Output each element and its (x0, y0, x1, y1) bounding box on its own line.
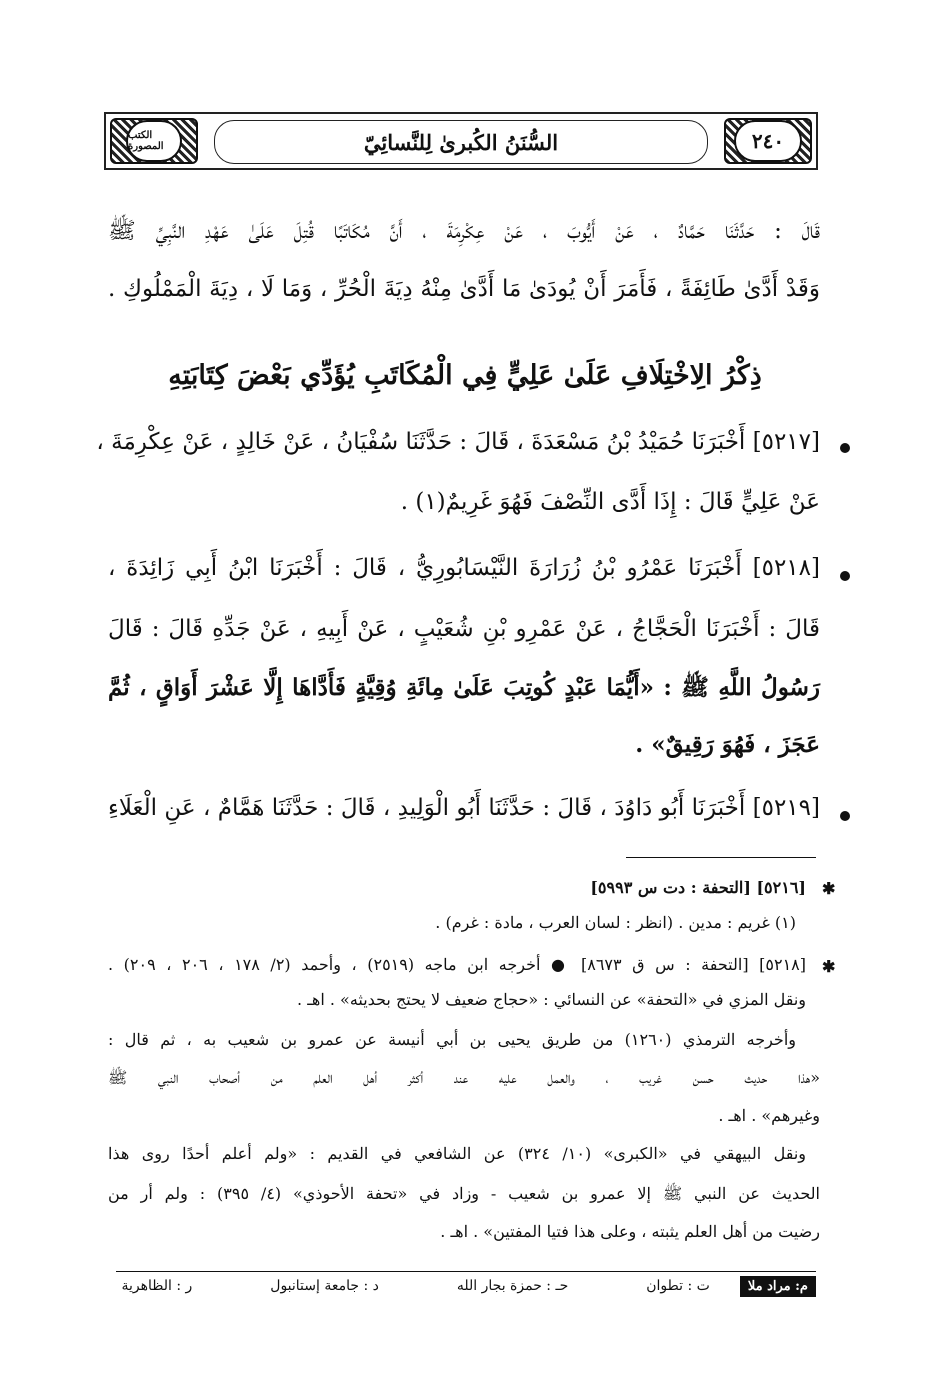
credit-d: د : جامعة إستانبول (270, 1278, 379, 1294)
footnote-line: وغيرهم» . اهـ . (718, 1106, 820, 1125)
footnote-line: وأخرجه الترمذي (١٢٦٠) من طريق يحيى بن أبي أنيسة عن عمرو بن شعيب به ، ثم قال : (108, 1030, 796, 1049)
credit-mark: م: مراد ملا (740, 1276, 816, 1297)
bullet (840, 571, 850, 581)
footnote-line: ونقل البيهقي في «الكبرى» (١٠/ ٣٢٤) عن الشافعي في القديم : «ولم أعلم أحدًا روى هذا (108, 1144, 807, 1163)
hadith-5218-line: [٥٢١٨] أَخْبَرَنَا عَمْرُو بْنُ زُرَارَةَ النَّيْسَابُورِيُّ ، قَالَ : أَخْبَرَنَا ابْنُ أَبِي زَائِدَةَ ، (108, 555, 820, 581)
footnote-5216: [٥٢١٦] [التحفة : دت س ٥٩٩٣] (590, 878, 806, 897)
body-line: قَالَ : حَدَّثَنَا حَمَّادٌ ، عَنْ أَيُّوبَ ، عَنْ عِكْرِمَةَ ، أَنَّ مُكَاتَبًا قُتِلَ عَلَىٰ عَهْدِ النَّبِيِّ ﷺ (108, 218, 820, 244)
footnote-line: «هذا حديث حسن غريب ، والعمل عليه عند أكثر أهل العلم من أصحاب النبي ﷺ (108, 1068, 820, 1087)
hadith-5218-line: رَسُولُ اللَّهِ ﷺ : «أَيُّمَا عَبْدٍ كُوتِبَ عَلَىٰ مِائَةِ وُقِيَّةٍ فَأَدَّاهَا إِلَّا عَشْرَ أَوَاقٍ ، ثُمَّ (108, 674, 820, 701)
asterisk-icon: ✱ (822, 957, 836, 976)
footnote-line: رضيت من أهل العلم يثبته ، وعلى هذا فتيا المفتين» . اهـ . (440, 1222, 820, 1241)
section-heading: ذِكْرُ الِاخْتِلَافِ عَلَىٰ عَلِيٍّ فِي الْمُكَاتَبِ يُؤَدِّي بَعْضَ كِتَابَتِهِ (168, 360, 762, 391)
credit-r: ر : الظاهرية (121, 1278, 193, 1294)
asterisk-icon: ✱ (822, 879, 836, 898)
footnote-separator (626, 857, 816, 858)
bullet (840, 443, 850, 453)
page-number: ٢٤٠ (734, 120, 802, 162)
hadith-5217-line: [٥٢١٧] أَخْبَرَنَا حُمَيْدُ بْنُ مَسْعَدَةَ ، قَالَ : حَدَّثَنَا سُفْيَانُ ، عَنْ خَالِدٍ ، عَنْ عِكْرِمَةَ ، (96, 429, 820, 455)
bullet (840, 811, 850, 821)
manuscript-credits (116, 1274, 816, 1298)
hadith-5217-line: عَنْ عَلِيٍّ قَالَ : إِذَا أَدَّى النِّصْفَ فَهُوَ غَرِيمٌ(١) . (400, 489, 820, 515)
hadith-5218-line: عَجَزَ ، فَهُوَ رَقِيقٌ» . (635, 731, 820, 758)
footnote-line: الحديث عن النبي ﷺ إلا عمرو بن شعيب - وزاد في «تحفة الأحوذي» (٤/ ٣٩٥) : ولم أر من (108, 1184, 820, 1203)
credit-h: حـ : حمزة بجار الله (456, 1278, 569, 1294)
hadith-5219-line: [٥٢١٩] أَخْبَرَنَا أَبُو دَاوُدَ ، قَالَ : حَدَّثَنَا أَبُو الْوَلِيدِ ، قَالَ : حَدَّثَنَا هَمَّامٌ ، عَنِ الْعَلَاءِ (108, 795, 820, 821)
book-title: السُّنَنُ الكُبرىٰ لِلنَّسائِيّ (214, 120, 708, 164)
emblem-badge: الكتب المصورة (126, 120, 182, 162)
page-header (104, 112, 818, 170)
hadith-5218-line: قَالَ : أَخْبَرَنَا الْحَجَّاجُ ، عَنْ عَمْرِو بْنِ شُعَيْبٍ ، عَنْ أَبِيهِ ، عَنْ جَدِّهِ قَالَ : قَالَ (108, 616, 820, 642)
body-line: وَقَدْ أَدَّىٰ طَائِفَةً ، فَأَمَرَ أَنْ يُودَىٰ مَا أَدَّىٰ مِنْهُ دِيَةَ الْحُرِّ ، وَمَا لَا ، دِيَةَ الْمَمْلُوكِ . (108, 276, 820, 302)
footnote-1: (١) غريم : مدين . (انظر : لسان العرب ، مادة : غرم) . (435, 913, 796, 932)
bottom-separator (116, 1271, 816, 1272)
footnote-line: ونقل المزي في «التحفة» عن النسائي : «حجاج ضعيف لا يحتج بحديثه» . اهـ . (297, 990, 806, 1009)
footnote-5218: [٥٢١٨] [التحفة : س ق ٨٦٧٣] ● أخرجه ابن ماجه (٢٥١٩) ، وأحمد (٢/ ١٧٨ ، ٢٠٦ ، ٢٠٩) . (108, 955, 807, 974)
credit-t: ت : تطوان (646, 1278, 710, 1294)
